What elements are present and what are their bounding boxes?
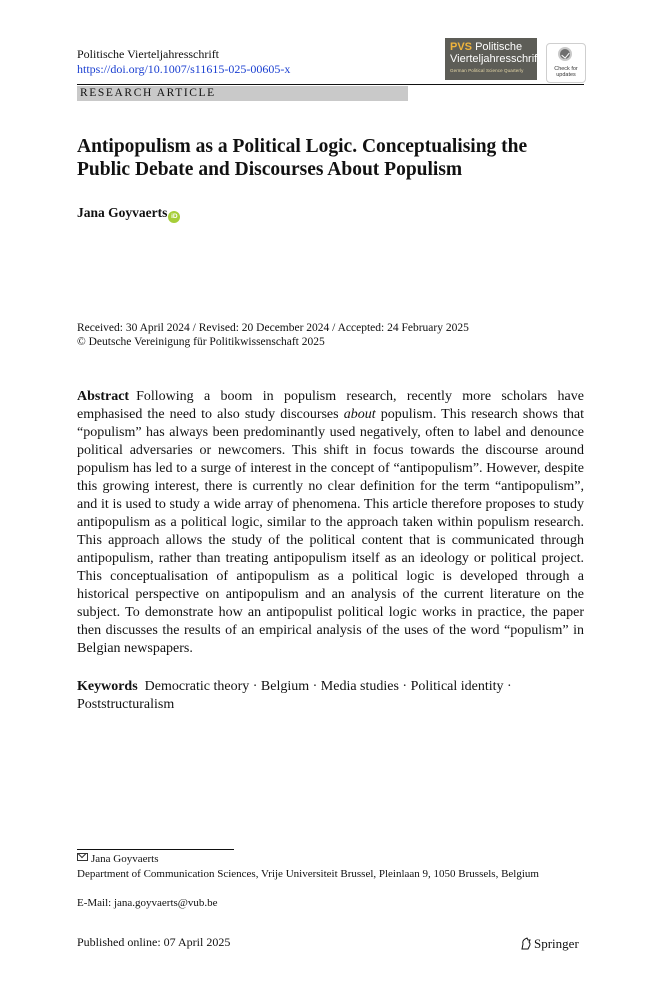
logo-line2: Vierteljahresschrift: [450, 53, 541, 65]
check-updates-icon: [558, 47, 572, 61]
footnote-rule: [77, 849, 234, 850]
author-affiliation: Department of Communication Sciences, Vrije Universiteit Brussel, Pleinlaan 9, 1050 Brussels, Belgium: [77, 868, 539, 880]
submission-dates: Received: 30 April 2024 / Revised: 20 December 2024 / Accepted: 24 February 2025: [77, 322, 469, 334]
abstract: [77, 388, 584, 658]
article-title: Antipopulism as a Political Logic. Conceptualising the Public Debate and Discourses About Populism: [77, 136, 528, 180]
logo-acronym: PVS: [450, 41, 473, 53]
pvs-journal-logo[interactable]: [445, 38, 541, 80]
author-email[interactable]: E-Mail: jana.goyvaerts@vub.be: [77, 897, 218, 909]
author-name[interactable]: Jana Goyvaerts: [77, 205, 168, 220]
header-rule: [77, 84, 584, 85]
springer-logo[interactable]: [520, 936, 579, 952]
corresponding-author-name: Jana Goyvaerts: [91, 853, 159, 865]
author-line: [77, 205, 180, 223]
logo-subtitle: German Political Science Quarterly: [450, 68, 524, 73]
abstract-text-2: populism. This research shows that “populism” has always been predominantly used negatively, often to label and denounce political adversaries or newcomers. This shift in focus towards the discourse around populism has led to a surge of interest in the concept of “antipopulism”. However, despite this growing interest, there is currently no clear definition for the term “antipopulism”, and it is used to study a wide array of phenomena. This article therefore proposes to study antipopulism as a political logic, similar to the approach taken within populism research. This approach allows the study of the political content that is communicated through antipopulism, rather than treating antipopulism itself as an ideology or political project. This conceptualisation of antipopulism as a political logic is developed through a historical perspective on antipopulism and an analysis of the current literature on the subject. To demonstrate how an antipopulist political logic works in practice, the paper then discusses the results of an empirical analysis of the uses of the word “populism” in Belgian newspapers.: [77, 407, 585, 656]
orcid-icon[interactable]: iD: [168, 211, 180, 223]
springer-wordmark: Springer: [534, 936, 579, 951]
abstract-emphasis: about: [343, 407, 376, 422]
check-for-updates-badge[interactable]: [546, 43, 586, 83]
article-type-label: RESEARCH ARTICLE: [77, 86, 408, 101]
journal-name: Politische Vierteljahresschrift: [77, 47, 220, 61]
check-updates-line1: Check for: [554, 66, 578, 72]
keywords-text: Democratic theory · Belgium · Media studies · Political identity · Poststructuralism: [77, 679, 512, 712]
envelope-icon: [77, 853, 88, 861]
doi-link[interactable]: https://doi.org/10.1007/s11615-025-00605-x: [77, 62, 291, 76]
corresponding-author: [77, 852, 159, 866]
check-updates-line2: updates: [556, 72, 576, 78]
abstract-text-1: Following a boom in populism research, recently more scholars have emphasised the need to also study discourses: [77, 389, 584, 422]
keywords: [77, 678, 584, 714]
keywords-label: Keywords: [77, 679, 138, 694]
copyright-notice: © Deutsche Vereinigung für Politikwissenschaft 2025: [77, 336, 325, 348]
logo-line1: Politische: [472, 41, 523, 53]
springer-horse-icon: [520, 937, 532, 950]
published-online-date: Published online: 07 April 2025: [77, 935, 231, 949]
abstract-label: Abstract: [77, 389, 130, 404]
